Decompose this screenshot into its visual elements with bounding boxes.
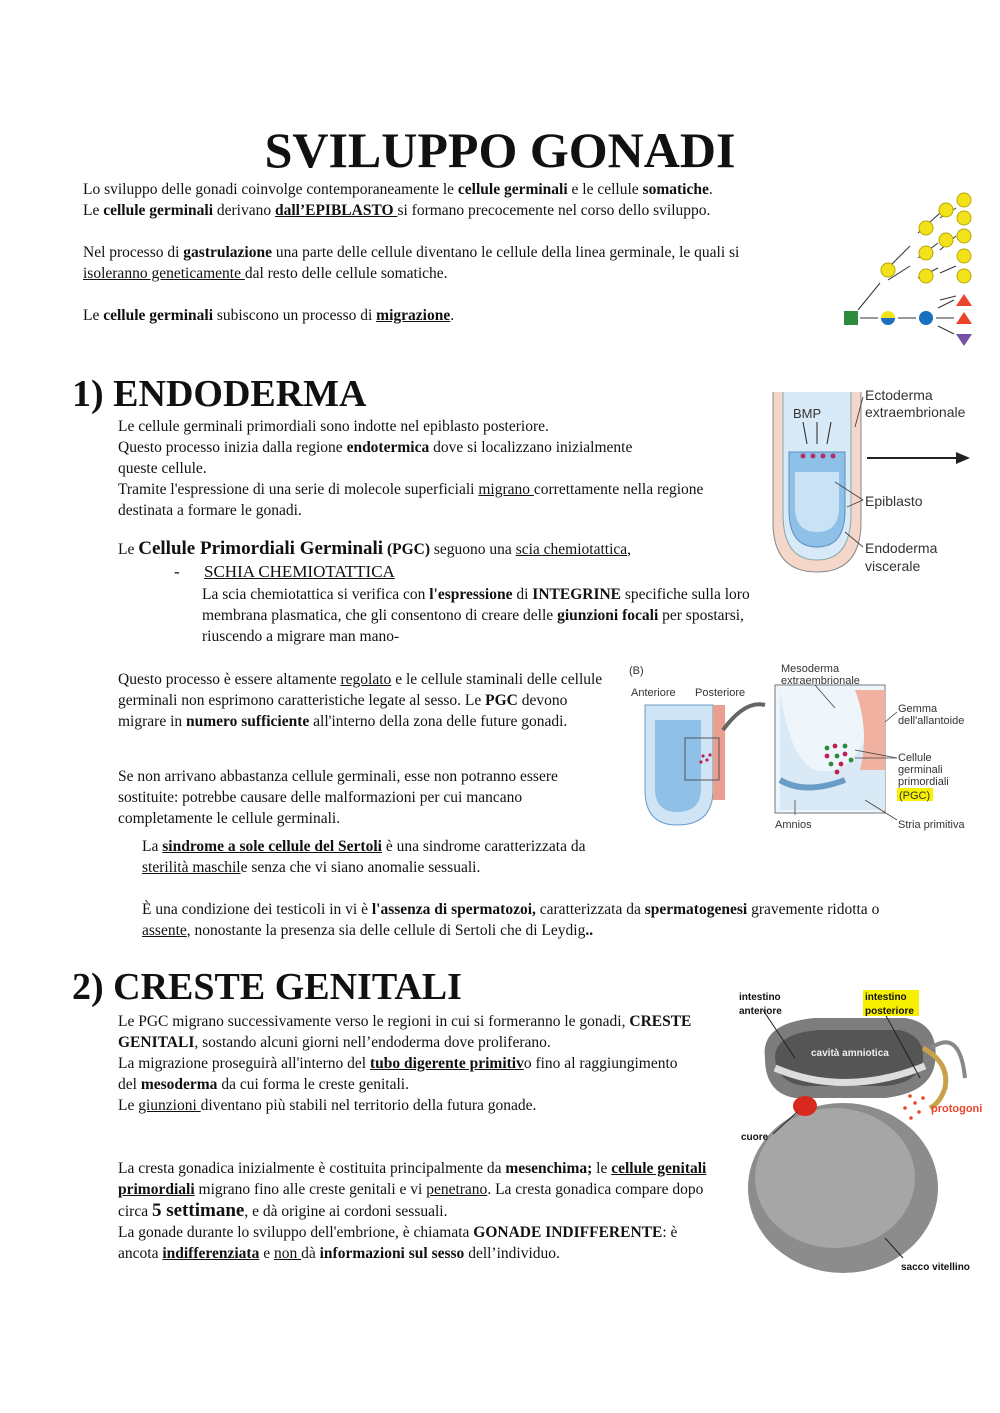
regulation-paragraph: Questo processo è essere altamente regolato e le cellule staminali delle cellule germinali non esprimono caratteristiche legate al sesso. Le PGC devono migrare in numero sufficiente all'interno della zona delle future gonadi.	[118, 671, 603, 730]
migration-paragraph: Le PGC migrano successivamente verso le regioni in cui si formeranno le gonadi, CRESTE GENITALI, sostando alcuni giorni nell’endoderma dove proliferano. La migrazione proseguirà all'interno del tubo digerente primitivo fino al raggiungimento del mesoderma da cui forma le creste genitali. Le giunzioni diventano più stabili nel territorio della futura gonade.	[118, 1013, 692, 1114]
protogoni-label: protogoni	[931, 1103, 983, 1115]
svg-text:viscerale: viscerale	[865, 558, 921, 574]
ectoderma-label: Ectoderma	[865, 387, 933, 403]
svg-text:extraembrionale: extraembrionale	[781, 675, 860, 687]
intro-block	[83, 179, 783, 326]
intro-paragraph-2: Le cellule germinali derivano dall’EPIBLASTO si formano precocemente nel corso dello sviluppo.	[83, 202, 711, 219]
endoderma-label: Endoderma	[865, 540, 938, 556]
cell-lineage-diagram	[838, 188, 988, 353]
allantois-figure	[615, 660, 970, 832]
intro-paragraph-4: Le cellule germinali subiscono un processo di migrazione.	[83, 307, 455, 324]
posteriore-label: Posteriore	[695, 687, 746, 699]
svg-text:(PGC): (PGC)	[899, 790, 931, 802]
insufficient-cells-paragraph: Se non arrivano abbastanza cellule germinali, esse non potranno essere sostituite: potrebbe causare delle malformazioni per cui mancano completamente le cellule germinali.	[118, 768, 558, 827]
pgc-paragraph: Le Cellule Primordiali Germinali (PGC) seguono una scia chemiotattica,	[118, 538, 632, 559]
amnios-label: Amnios	[775, 819, 812, 831]
endoderma-intro: Le cellule germinali primordiali sono indotte nel epiblasto posteriore. Questo processo inizia dalla regione endotermica dove si localizzano inizialmente queste cellule. Tramite l'espressione di una serie di molecole superficiali migrano correttamente nella regione destinata a formare le gonadi.	[118, 418, 704, 519]
gemma-label: Gemma	[898, 703, 938, 715]
anteriore-label: Anteriore	[631, 687, 676, 699]
svg-text:germinali: germinali	[898, 764, 943, 776]
svg-text:dell'allantoide: dell'allantoide	[898, 715, 965, 727]
page-title: SVILUPPO GONADI	[264, 122, 736, 178]
svg-text:extraembrionale: extraembrionale	[865, 404, 966, 420]
cresta-paragraph: La cresta gonadica inizialmente è costituita principalmente da mesenchima; le cellule genitali primordiali migrano fino alle creste genitali e vi penetrano. La cresta gonadica compare dopo circa 5 settimane, e dà origine ai cordoni sessuali. La gonade durante lo sviluppo dell'embrione, è chiamata GONADE INDIFFERENTE: è ancota indifferenziata e non dà informazioni sul sesso dell’individuo.	[118, 1160, 707, 1262]
sertoli-paragraph: La sindrome a sole cellule del Sertoli è una sindrome caratterizzata da sterilità maschile senza che vi siano anomalie sessuali.	[142, 838, 586, 876]
embryo-figure	[735, 988, 995, 1278]
intestino-anteriore-label: intestino	[739, 992, 781, 1003]
bullet-label: SCHIA CHEMIOTATTICA	[204, 562, 395, 581]
cuore-label: cuore	[741, 1132, 769, 1143]
bmp-label: BMP	[793, 406, 822, 421]
scia-paragraph: La scia chemiotattica si verifica con l'espressione di INTEGRINE specifiche sulla loro membrana plasmatica, che gli consentono di creare delle giunzioni focali per spostarsi, riuscendo a migrare man mano-	[202, 586, 750, 645]
epiblasto-label: Epiblasto	[865, 493, 923, 509]
intestino-posteriore-label: intestino	[865, 992, 907, 1003]
scia-bullet: - SCHIA CHEMIOTATTICA	[174, 562, 395, 581]
svg-text:(B): (B)	[629, 665, 644, 677]
mesoderma-label: Mesoderma	[781, 663, 840, 675]
svg-text:primordiali: primordiali	[898, 776, 949, 788]
cavita-amniotica-label: cavità amniotica	[811, 1048, 889, 1059]
intro-paragraph-3: Nel processo di gastrulazione una parte delle cellule diventano le cellule della linea germinale, le quali si isoleranno geneticamente dal resto delle cellule somatiche.	[83, 244, 740, 282]
intro-paragraph-1: Lo sviluppo delle gonadi coinvolge contemporaneamente le cellule germinali e le cellule somatiche.	[83, 181, 713, 198]
pgc-cells-label: Cellule	[898, 752, 932, 764]
svg-text:posteriore: posteriore	[865, 1006, 914, 1017]
section-heading-endoderma: 1) ENDODERMA	[72, 373, 367, 415]
svg-text:anteriore: anteriore	[739, 1006, 782, 1017]
epiblast-figure	[765, 382, 990, 582]
condition-paragraph: È una condizione dei testicoli in vi è l'assenza di spermatozoi, caratterizzata da spermatogenesi gravemente ridotta o assente, nonostante la presenza sia delle cellule di Sertoli che di Leydig..	[142, 901, 880, 939]
sacco-vitellino-label: sacco vitellino	[901, 1262, 970, 1273]
stria-label: Stria primitiva	[898, 819, 965, 831]
section-heading-creste: 2) CRESTE GENITALI	[72, 966, 462, 1008]
